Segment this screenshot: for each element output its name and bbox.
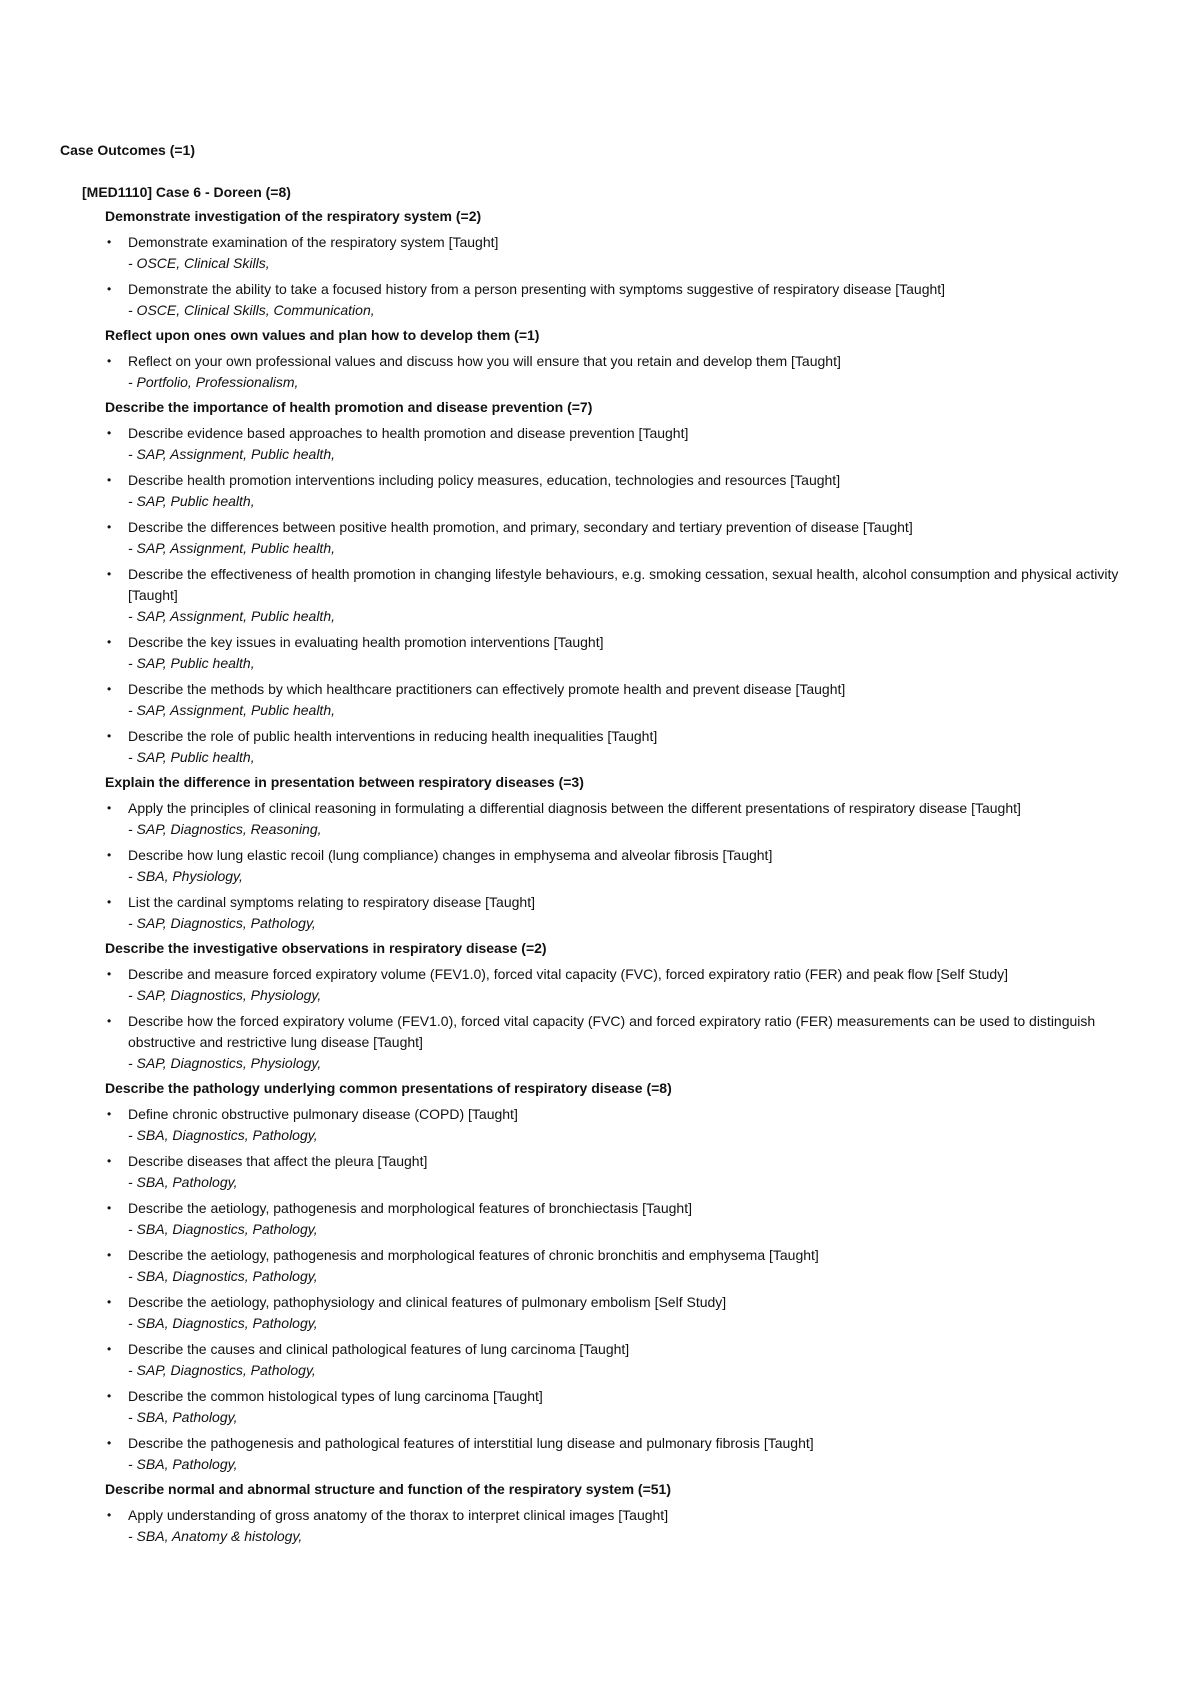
outcome-section xyxy=(105,207,1140,321)
section-title: Describe normal and abnormal structure and function of the respiratory system (=51) xyxy=(105,1481,671,1497)
outcome-tags: - SAP, Assignment, Public health, xyxy=(128,702,335,718)
outcome-text: • Describe how lung elastic recoil (lung compliance) changes in emphysema and alveolar fibrosis [Taught] xyxy=(128,847,773,863)
outcome-text: • Describe the aetiology, pathogenesis and morphological features of chronic bronchitis and emphysema [Taught] xyxy=(128,1247,819,1263)
outcome-tags: - SAP, Assignment, Public health, xyxy=(128,608,335,624)
outcome-tags: - SBA, Anatomy & histology, xyxy=(128,1528,303,1544)
case-title: [MED1110] Case 6 - Doreen (=8) xyxy=(82,184,291,200)
outcome-item xyxy=(105,1292,1140,1334)
outcome-item xyxy=(105,798,1140,840)
outcome-tags: - SBA, Physiology, xyxy=(128,868,243,884)
outcome-section xyxy=(105,773,1140,934)
outcome-item xyxy=(105,423,1140,465)
section-title: Describe the pathology underlying common presentations of respiratory disease (=8) xyxy=(105,1080,672,1096)
outcome-item xyxy=(105,279,1140,321)
outcome-item xyxy=(105,1104,1140,1146)
outcome-item xyxy=(105,517,1140,559)
outcome-tags: - SAP, Public health, xyxy=(128,749,255,765)
outcome-tags: - SAP, Diagnostics, Physiology, xyxy=(128,987,322,1003)
outcome-text: • Describe diseases that affect the pleura [Taught] xyxy=(128,1153,428,1169)
outcome-text: • Describe and measure forced expiratory volume (FEV1.0), forced vital capacity (FVC), forced expiratory ratio (FER) and peak flow [Self Study] xyxy=(128,966,1009,982)
outcome-text: • Describe the causes and clinical pathological features of lung carcinoma [Taught] xyxy=(128,1341,630,1357)
outcome-tags: - SBA, Pathology, xyxy=(128,1456,238,1472)
outcome-text: • Describe evidence based approaches to health promotion and disease prevention [Taught] xyxy=(128,425,689,441)
outcome-tags: - SAP, Diagnostics, Physiology, xyxy=(128,1055,322,1071)
outcome-tags: - OSCE, Clinical Skills, Communication, xyxy=(128,302,375,318)
outcome-text: • Demonstrate examination of the respiratory system [Taught] xyxy=(128,234,499,250)
outcome-text: • Describe the aetiology, pathophysiology and clinical features of pulmonary embolism [Self Study] xyxy=(128,1294,727,1310)
outcome-text: • Reflect on your own professional values and discuss how you will ensure that you retain and develop them [Taught] xyxy=(128,353,841,369)
outcome-tags: - SBA, Pathology, xyxy=(128,1174,238,1190)
outcome-item xyxy=(105,845,1140,887)
outcome-text: • Describe the aetiology, pathogenesis and morphological features of bronchiectasis [Taught] xyxy=(128,1200,692,1216)
outcome-text: • Describe the key issues in evaluating health promotion interventions [Taught] xyxy=(128,634,604,650)
outcome-section xyxy=(105,939,1140,1074)
outcome-text: • Apply the principles of clinical reasoning in formulating a differential diagnosis between the different presentations of respiratory disease [Taught] xyxy=(128,800,1021,816)
outcome-text: • Describe the common histological types of lung carcinoma [Taught] xyxy=(128,1388,543,1404)
section-title: Describe the investigative observations in respiratory disease (=2) xyxy=(105,940,547,956)
outcome-tags: - SAP, Assignment, Public health, xyxy=(128,446,335,462)
outcome-item xyxy=(105,1339,1140,1381)
outcome-tags: - SBA, Diagnostics, Pathology, xyxy=(128,1127,318,1143)
outcome-text: • Define chronic obstructive pulmonary disease (COPD) [Taught] xyxy=(128,1106,518,1122)
outcome-item xyxy=(105,1011,1140,1074)
outcome-list xyxy=(105,423,1140,768)
outcome-text: • Describe how the forced expiratory volume (FEV1.0), forced vital capacity (FVC) and forced expiratory ratio (FER) measurements can be used to distinguish obstructive and restrictive lung disease [Taught] xyxy=(128,1013,1096,1050)
outcome-tags: - OSCE, Clinical Skills, xyxy=(128,255,270,271)
outcome-list xyxy=(105,1104,1140,1475)
outcome-text: • List the cardinal symptoms relating to respiratory disease [Taught] xyxy=(128,894,535,910)
outcome-section xyxy=(105,326,1140,393)
outcome-tags: - SAP, Public health, xyxy=(128,655,255,671)
outcome-list xyxy=(105,351,1140,393)
outcome-item xyxy=(105,632,1140,674)
outcome-item xyxy=(105,1433,1140,1475)
outcome-tags: - Portfolio, Professionalism, xyxy=(128,374,299,390)
outcome-tags: - SAP, Diagnostics, Pathology, xyxy=(128,1362,316,1378)
outcome-list xyxy=(105,964,1140,1074)
outcome-text: • Describe the role of public health interventions in reducing health inequalities [Taught] xyxy=(128,728,658,744)
outcome-tags: - SAP, Diagnostics, Reasoning, xyxy=(128,821,322,837)
outcome-item xyxy=(105,679,1140,721)
outcome-text: • Demonstrate the ability to take a focused history from a person presenting with symptoms suggestive of respiratory disease [Taught] xyxy=(128,281,946,297)
outcome-text: • Describe the methods by which healthcare practitioners can effectively promote health and prevent disease [Taught] xyxy=(128,681,846,697)
outcome-sections xyxy=(60,207,1140,1547)
outcome-tags: - SBA, Diagnostics, Pathology, xyxy=(128,1315,318,1331)
outcome-text: • Describe the effectiveness of health promotion in changing lifestyle behaviours, e.g. smoking cessation, sexual health, alcohol consumption and physical activity [Taught] xyxy=(128,566,1119,603)
outcome-tags: - SBA, Pathology, xyxy=(128,1409,238,1425)
outcome-item xyxy=(105,964,1140,1006)
section-title: Explain the difference in presentation between respiratory diseases (=3) xyxy=(105,774,584,790)
outcome-item xyxy=(105,1151,1140,1193)
outcome-text: • Apply understanding of gross anatomy of the thorax to interpret clinical images [Taught] xyxy=(128,1507,669,1523)
outcome-item xyxy=(105,232,1140,274)
outcome-item xyxy=(105,726,1140,768)
outcome-tags: - SAP, Assignment, Public health, xyxy=(128,540,335,556)
outcome-tags: - SBA, Diagnostics, Pathology, xyxy=(128,1221,318,1237)
outcome-tags: - SBA, Diagnostics, Pathology, xyxy=(128,1268,318,1284)
outcome-item xyxy=(105,564,1140,627)
outcome-item xyxy=(105,1198,1140,1240)
section-title: Demonstrate investigation of the respiratory system (=2) xyxy=(105,208,482,224)
outcome-item xyxy=(105,1386,1140,1428)
outcome-tags: - SAP, Diagnostics, Pathology, xyxy=(128,915,316,931)
outcome-tags: - SAP, Public health, xyxy=(128,493,255,509)
outcome-text: • Describe the differences between positive health promotion, and primary, secondary and tertiary prevention of disease [Taught] xyxy=(128,519,913,535)
outcome-section xyxy=(105,1480,1140,1547)
document xyxy=(60,141,1140,1552)
section-title: Reflect upon ones own values and plan how to develop them (=1) xyxy=(105,327,540,343)
outcome-section xyxy=(105,1079,1140,1475)
outcome-list xyxy=(105,798,1140,934)
section-title: Describe the importance of health promotion and disease prevention (=7) xyxy=(105,399,593,415)
outcome-item xyxy=(105,1245,1140,1287)
outcome-text: • Describe the pathogenesis and pathological features of interstitial lung disease and pulmonary fibrosis [Taught] xyxy=(128,1435,814,1451)
outcome-item xyxy=(105,892,1140,934)
outcome-item xyxy=(105,470,1140,512)
outcome-section xyxy=(105,398,1140,768)
outcome-text: • Describe health promotion interventions including policy measures, education, technologies and resources [Taught] xyxy=(128,472,841,488)
outcome-list xyxy=(105,1505,1140,1547)
document-heading: Case Outcomes (=1) xyxy=(60,142,195,158)
outcome-item xyxy=(105,351,1140,393)
outcome-list xyxy=(105,232,1140,321)
outcome-item xyxy=(105,1505,1140,1547)
